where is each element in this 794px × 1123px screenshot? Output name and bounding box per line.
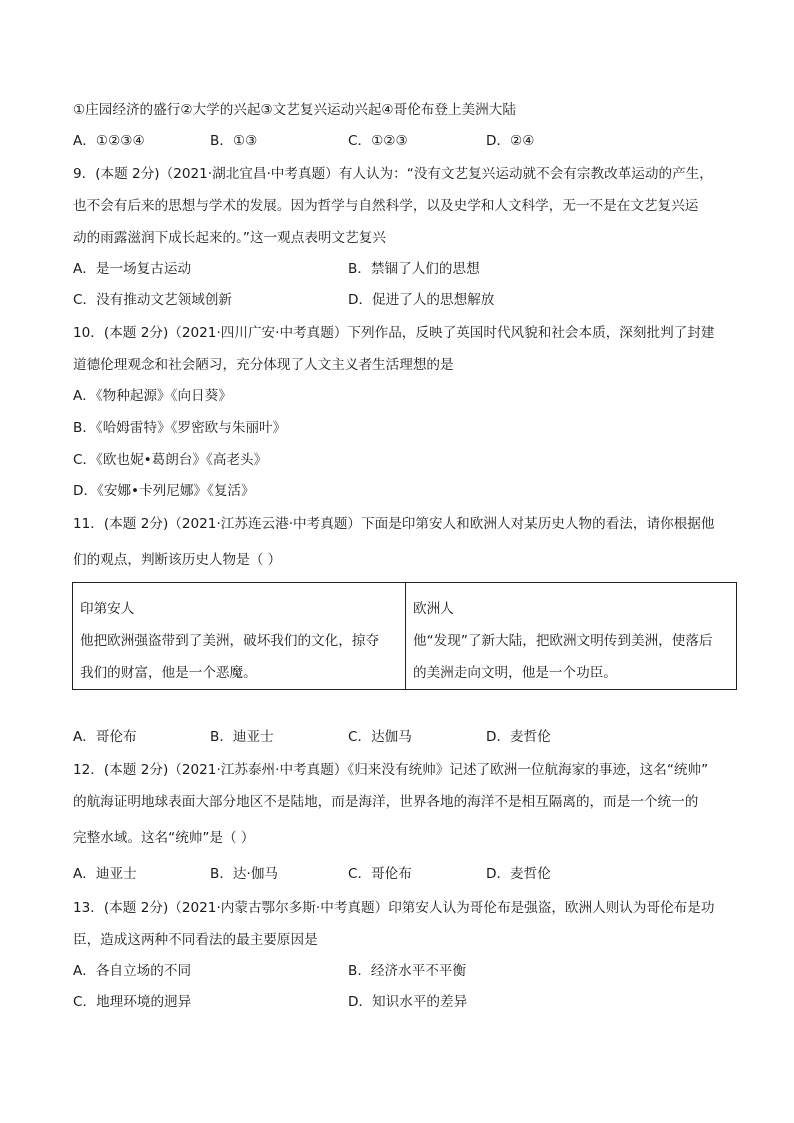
q9-stem-line: 9．(本题 2分)（2021·湖北宜昌·中考真题）有人认为：“没有文艺复兴运动就不会有宗教改革运动的产生， xyxy=(73,166,713,182)
q9-stem-line: 动的雨露滋润下成长起来的。”这一观点表明文艺复兴 xyxy=(73,230,386,246)
q10-option-a: A．《物种起源》《向日葵》 xyxy=(73,388,232,404)
q9-option-c: C．没有推动文艺领域创新 xyxy=(73,292,233,308)
q12-option-b: B．达·伽马 xyxy=(210,866,279,882)
q8-option-c: C．①②③ xyxy=(348,133,408,149)
viewpoint-table xyxy=(72,582,737,690)
q9-option-a: A．是一场复古运动 xyxy=(73,261,192,277)
q12-stem-line: 完整水域。这名“统帅”是（ ） xyxy=(73,830,255,846)
q12-option-c: C．哥伦布 xyxy=(348,866,412,882)
q10-stem-line: 道德伦理观念和社会陋习，充分体现了人文主义者生活理想的是 xyxy=(73,357,454,373)
q13-stem-line: 臣，造成这两种不同看法的最主要原因是 xyxy=(73,932,318,948)
indian-view-text: 我们的财富，他是一个恶魔。 xyxy=(80,665,257,681)
q12-option-d: D．麦哲伦 xyxy=(486,866,551,882)
q9-option-b: B．禁锢了人们的思想 xyxy=(348,261,480,277)
q13-option-c: C．地理环境的迥异 xyxy=(73,994,192,1010)
european-view-text: 的美洲走向文明，他是一个功臣。 xyxy=(413,665,617,681)
q11-stem-line: 11．(本题 2分)（2021·江苏连云港·中考真题）下面是印第安人和欧洲人对某历史人物的看法，请你根据他 xyxy=(73,516,715,532)
q8-option-a: A．①②③④ xyxy=(73,133,145,149)
q8-option-b: B．①③ xyxy=(210,133,258,149)
q13-option-a: A．各自立场的不同 xyxy=(73,963,192,979)
european-view-cell xyxy=(406,583,737,690)
q10-option-c: C．《欧也妮•葛朗台》《高老头》 xyxy=(73,452,268,468)
q11-option-b: B．迪亚士 xyxy=(210,729,274,745)
q10-option-d: D．《安娜•卡列尼娜》《复活》 xyxy=(73,483,255,499)
indian-view-cell xyxy=(73,583,406,690)
q10-stem-line: 10．(本题 2分)（2021·四川广安·中考真题）下列作品，反映了英国时代风貌和社会本质，深刻批判了封建 xyxy=(73,325,715,341)
q9-option-d: D．促进了人的思想解放 xyxy=(348,292,495,308)
q12-stem-line: 12．(本题 2分)（2021·江苏泰州·中考真题）《归来没有统帅》记述了欧洲一位航海家的事迹，这名“统帅” xyxy=(73,762,709,778)
european-view-header: 欧洲人 xyxy=(413,601,454,617)
indian-view-text: 他把欧洲强盗带到了美洲，破坏我们的文化，掠夺 xyxy=(80,633,380,649)
q9-stem-line: 也不会有后来的思想与学术的发展。因为哲学与自然科学，以及史学和人文科学，无一不是在文艺复兴运 xyxy=(73,198,699,214)
q13-stem-line: 13．(本题 2分)（2021·内蒙古鄂尔多斯·中考真题）印第安人认为哥伦布是强盗，欧洲人则认为哥伦布是功 xyxy=(73,900,715,916)
indian-view-header: 印第安人 xyxy=(80,601,135,617)
q8-option-d: D．②④ xyxy=(486,133,535,149)
q8-stem: ①庄园经济的盛行②大学的兴起③文艺复兴运动兴起④哥伦布登上美洲大陆 xyxy=(73,102,516,118)
q11-option-c: C．达伽马 xyxy=(348,729,412,745)
q12-stem-line: 的航海证明地球表面大部分地区不是陆地，而是海洋，世界各地的海洋不是相互隔离的，而是一个统一的 xyxy=(73,794,699,810)
q13-option-b: B．经济水平不平衡 xyxy=(348,963,467,979)
q10-option-b: B．《哈姆雷特》《罗密欧与朱丽叶》 xyxy=(73,420,287,436)
q11-option-d: D．麦哲伦 xyxy=(486,729,551,745)
q12-option-a: A．迪亚士 xyxy=(73,866,137,882)
european-view-text: 他“发现”了新大陆，把欧洲文明传到美洲，使落后 xyxy=(413,633,713,649)
q11-option-a: A．哥伦布 xyxy=(73,729,137,745)
q13-option-d: D．知识水平的差异 xyxy=(348,994,468,1010)
q11-stem-line: 们的观点，判断该历史人物是（ ） xyxy=(73,552,282,568)
